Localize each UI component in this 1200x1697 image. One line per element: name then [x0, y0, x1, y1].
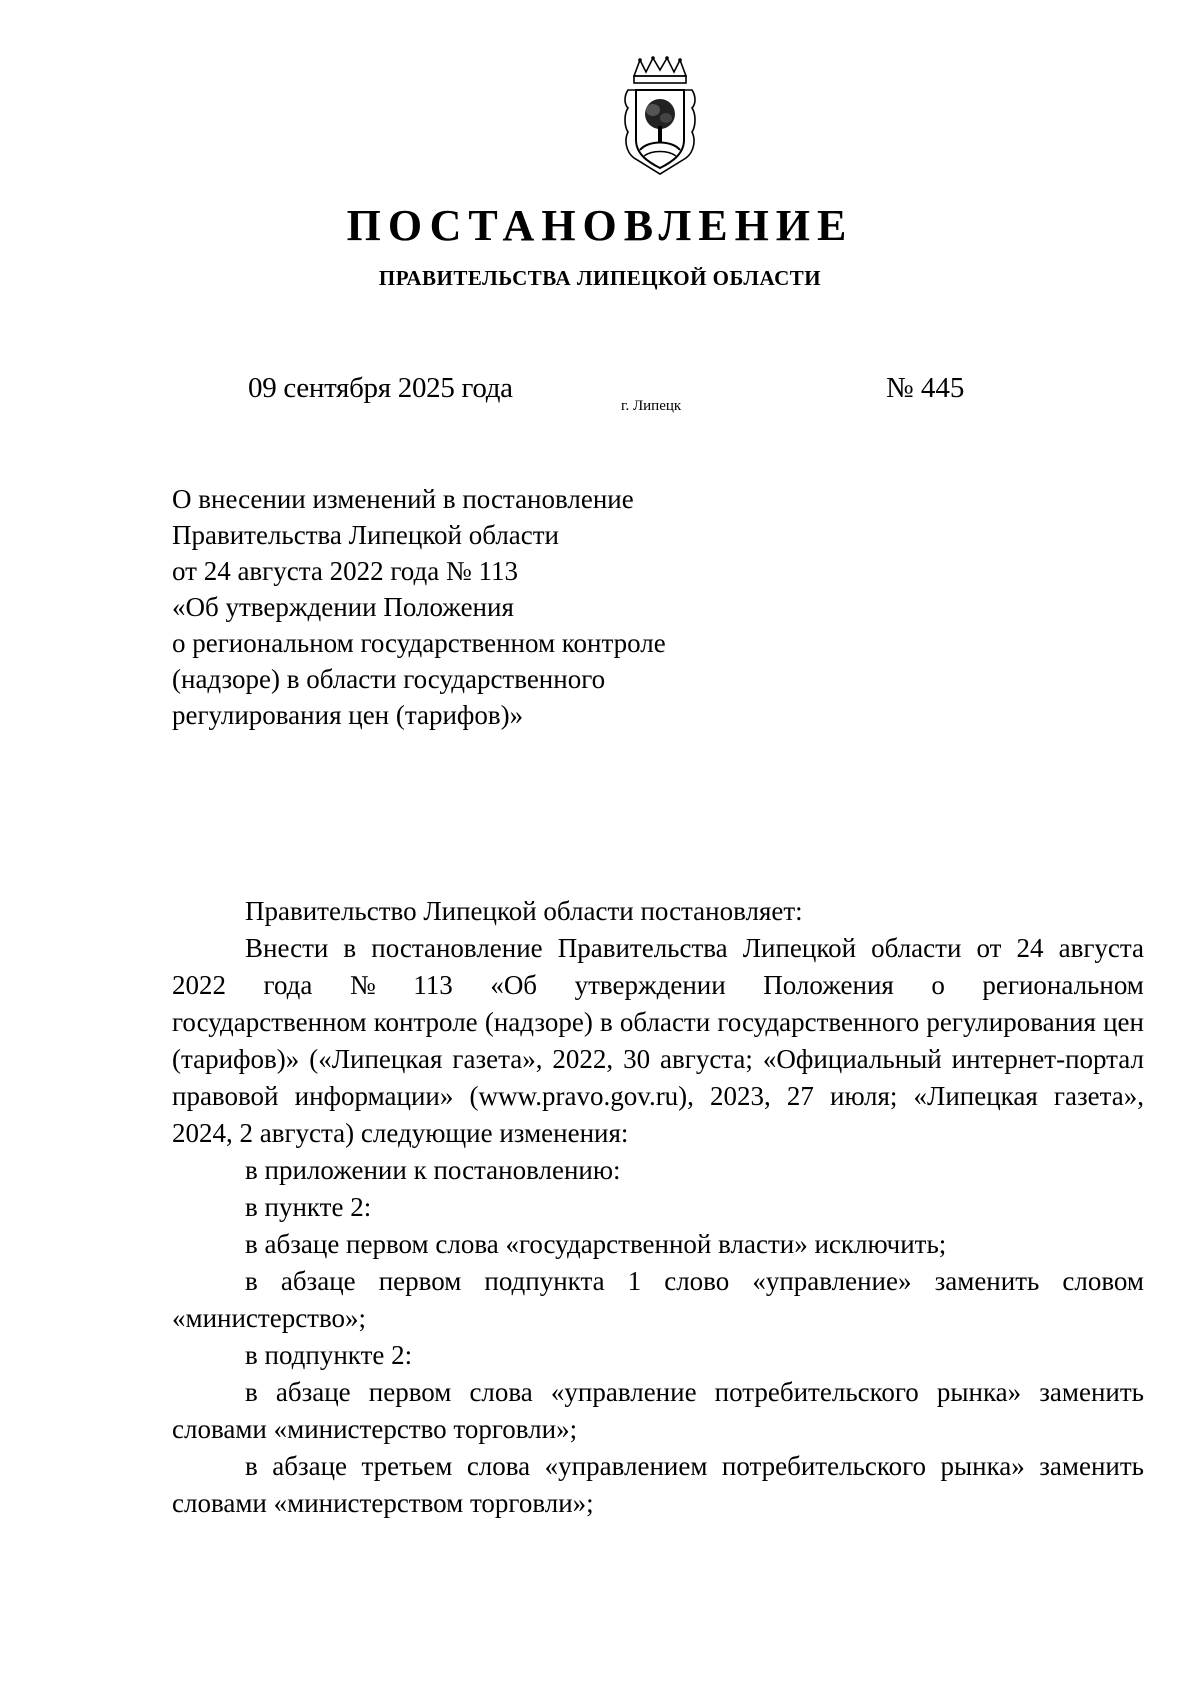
document-title: ПОСТАНОВЛЕНИЕ [346, 201, 854, 250]
document-city: г. Липецк [621, 398, 682, 414]
document-date: 09 сентября 2025 года [248, 372, 513, 404]
word: года [263, 970, 313, 1000]
change-item: в абзаце первом подпункта 1 слово «управление» заменить словом «министерство»; [172, 1266, 1144, 1333]
document-number: № 445 [886, 372, 965, 404]
word: «Об [490, 970, 538, 1000]
subject-line: О внесении изменений в постановление [172, 484, 634, 514]
change-item: в абзаце первом слова «управление потребительского рынка» заменить словами «министерство торговли»; [172, 1377, 1144, 1444]
document-subject [172, 481, 732, 733]
word: Положения [763, 970, 894, 1000]
word: 2022 [172, 970, 226, 1000]
subject-line: «Об утверждении Положения [172, 592, 514, 622]
word: утверждении [574, 970, 726, 1000]
issuing-authority: ПРАВИТЕЛЬСТВА ЛИПЕЦКОЙ ОБЛАСТИ [378, 266, 822, 290]
coat-of-arms-emblem [620, 56, 700, 178]
subject-line: (надзоре) в области государственного [172, 664, 606, 694]
subject-line: о региональном государственном контроле [172, 628, 666, 658]
paragraph-line: Внести в постановление Правительства Липецкой области от 24 августа [245, 933, 1144, 963]
resolution-intro: Правительство Липецкой области постановляет: [245, 896, 803, 926]
change-item: в приложении к постановлению: [245, 1155, 621, 1185]
change-item: в абзаце первом слова «государственной власти» исключить; [245, 1229, 947, 1259]
word: о [931, 970, 945, 1000]
change-item: в подпункте 2: [245, 1340, 413, 1370]
change-item: в пункте 2: [245, 1192, 372, 1222]
lipetsk-coat-of-arms-icon [620, 56, 700, 178]
document-body [172, 893, 1144, 1522]
word: региональном [982, 970, 1144, 1000]
subject-line: Правительства Липецкой области [172, 520, 560, 550]
amendment-paragraph [172, 930, 1144, 1152]
paragraph-line [172, 967, 1144, 1004]
word: № [349, 970, 376, 1000]
paragraph-text: государственном контроле (надзоре) в области государственного регулирования цен (тарифов)» («Липецкая газета», 2022, 30 августа; «Официальный интернет-портал правовой информации» (www.pravo.gov.ru), 2023, 27 июля; «Липецкая газета», 2024, 2 августа) следующие изменения: [172, 1007, 1144, 1148]
subject-line: регулирования цен (тарифов)» [172, 700, 524, 730]
change-item: в абзаце третьем слова «управлением потребительского рынка» заменить словами «министерством торговли»; [172, 1451, 1144, 1518]
subject-line: от 24 августа 2022 года № 113 [172, 556, 518, 586]
word: 113 [413, 970, 453, 1000]
